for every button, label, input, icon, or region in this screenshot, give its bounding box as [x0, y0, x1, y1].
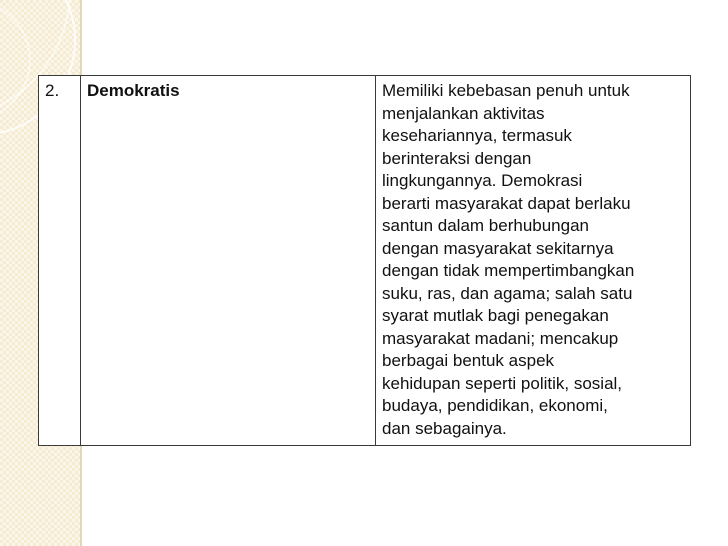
row-description [376, 76, 691, 446]
description-line: berarti masyarakat dapat berlaku [382, 193, 631, 213]
row-number: 2. [39, 76, 81, 446]
description-line: kehidupan seperti politik, sosial, [382, 373, 623, 393]
description-line: lingkungannya. Demokrasi [382, 171, 583, 190]
description-line: berbagai bentuk aspek [382, 351, 555, 370]
description-line: Memiliki kebebasan penuh untuk [382, 81, 630, 100]
description-line: suku, ras, dan agama; salah satu [382, 283, 633, 303]
description-line: kesehariannya, termasuk [382, 126, 572, 145]
row-term: Demokratis [81, 76, 376, 446]
description-line: masyarakat madani; mencakup [382, 328, 619, 348]
description-line: santun dalam berhubungan [382, 216, 589, 235]
description-line: syarat mutlak bagi penegakan [382, 306, 609, 325]
content-table [38, 75, 691, 446]
table-row [39, 76, 691, 446]
description-line: menjalankan aktivitas [382, 103, 545, 123]
description-line: dengan tidak mempertimbangkan [382, 261, 635, 280]
table-body [39, 76, 691, 446]
description-line: berinteraksi dengan [382, 148, 532, 168]
description-line: budaya, pendidikan, ekonomi, [382, 396, 608, 415]
description-line: dengan masyarakat sekitarnya [382, 238, 614, 258]
description-line: dan sebagainya. [382, 418, 507, 438]
